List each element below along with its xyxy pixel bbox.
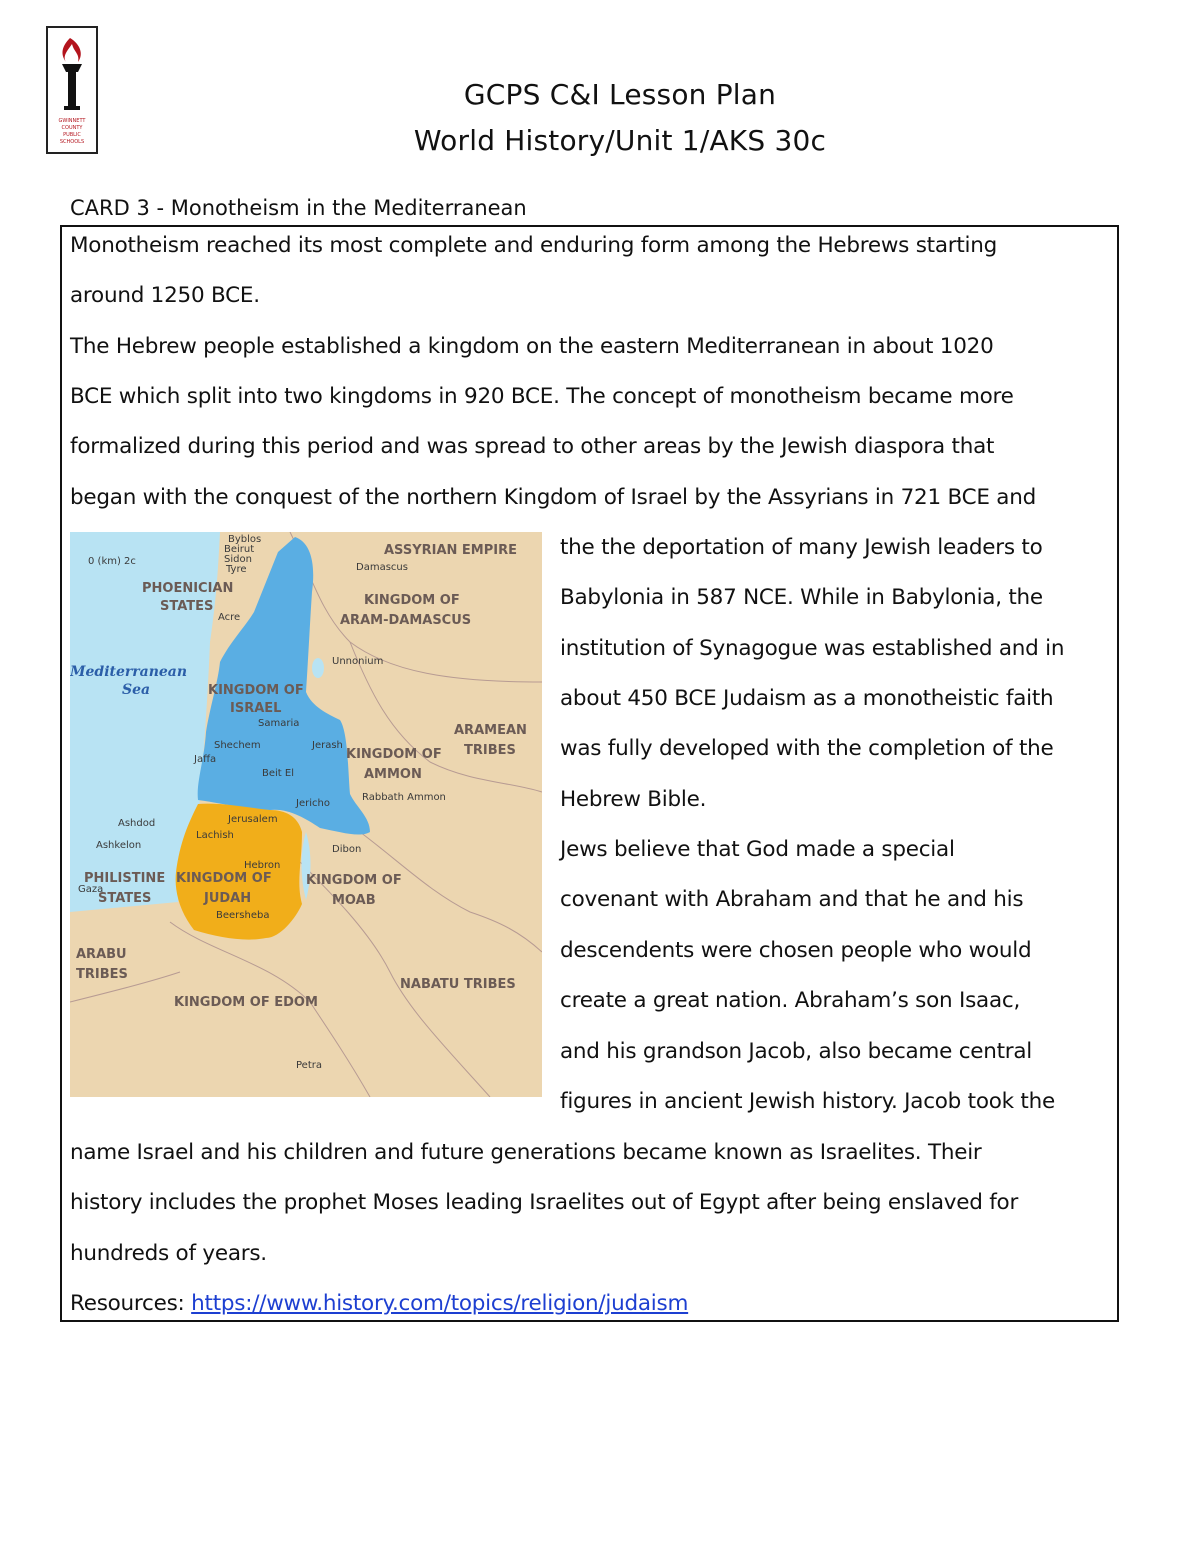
label-philistine-states: STATES: [98, 891, 152, 906]
label-philistine: PHILISTINE: [84, 871, 166, 886]
lesson-plan-subtitle: World History/Unit 1/AKS 30c: [413, 124, 827, 157]
city-jaffa: Jaffa: [194, 754, 217, 765]
city-dibon: Dibon: [332, 844, 362, 855]
label-arabu: ARABU: [76, 947, 127, 962]
label-arabu-tribes: TRIBES: [76, 967, 128, 982]
city-jerusalem: Jerusalem: [228, 814, 278, 825]
city-gaza: Gaza: [78, 884, 104, 895]
label-phoenician-states: STATES: [160, 599, 214, 614]
map-scale: 0 (km) 2c: [88, 556, 136, 567]
text-line: covenant with Abraham and that he and his: [560, 887, 1024, 912]
label-israel-2: ISRAEL: [230, 701, 282, 716]
city-byblos: Byblos: [228, 534, 262, 545]
text-line: formalized during this period and was spread to other areas by the Jewish diaspora that: [70, 434, 995, 459]
text-line: Hebrew Bible.: [560, 787, 707, 812]
city-beit-el: Beit El: [262, 768, 294, 779]
city-unnonium: Unnonium: [332, 656, 384, 667]
svg-text:SCHOOLS: SCHOOLS: [59, 139, 85, 145]
text-line: around 1250 BCE.: [70, 283, 260, 308]
label-sea: Sea: [122, 682, 151, 698]
label-nabatu: NABATU TRIBES: [400, 977, 516, 992]
label-aramean: ARAMEAN: [454, 723, 527, 738]
text-line: history includes the prophet Moses leading Israelites out of Egypt after being enslaved for: [70, 1190, 1019, 1215]
text-line: began with the conquest of the northern Kingdom of Israel by the Assyrians in 721 BCE and: [70, 485, 1036, 510]
label-edom: KINGDOM OF EDOM: [174, 995, 318, 1010]
label-judah-2: JUDAH: [204, 891, 252, 906]
text-line: Monotheism reached its most complete and enduring form among the Hebrews starting: [70, 233, 998, 258]
label-mediterranean: Mediterranean: [70, 664, 188, 680]
text-line: The Hebrew people established a kingdom on the eastern Mediterranean in about 1020: [70, 334, 994, 359]
svg-text:PUBLIC: PUBLIC: [63, 132, 81, 138]
label-aram-damascus: ARAM-DAMASCUS: [340, 613, 472, 628]
city-sidon: Sidon: [224, 554, 252, 565]
city-ashkelon: Ashkelon: [96, 840, 142, 851]
label-aramean-tribes: TRIBES: [464, 743, 516, 758]
label-phoenician: PHOENICIAN: [142, 581, 234, 596]
resources-label: Resources:: [70, 1291, 192, 1316]
city-beirut: Beirut: [224, 544, 255, 555]
city-lachish: Lachish: [196, 830, 234, 841]
text-line: was fully developed with the completion of the: [560, 736, 1054, 761]
label-israel: KINGDOM OF: [208, 683, 304, 698]
text-line: the the deportation of many Jewish leaders to: [560, 535, 1043, 560]
city-petra: Petra: [296, 1060, 322, 1071]
resources-line: [70, 1291, 688, 1316]
label-moab: KINGDOM OF: [306, 873, 402, 888]
text-line: descendents were chosen people who would: [560, 938, 1032, 963]
city-samaria: Samaria: [258, 718, 300, 729]
label-judah: KINGDOM OF: [176, 871, 272, 886]
label-ammon-2: AMMON: [364, 767, 422, 782]
city-ashdod: Ashdod: [118, 818, 156, 829]
text-line: name Israel and his children and future generations became known as Israelites. Their: [70, 1140, 982, 1165]
kingdoms-map: [70, 532, 542, 1097]
card-title: CARD 3 - Monotheism in the Mediterranean: [70, 196, 527, 220]
text-line: Babylonia in 587 NCE. While in Babylonia, the: [560, 585, 1043, 610]
label-assyrian-empire: ASSYRIAN EMPIRE: [384, 543, 518, 558]
text-line: BCE which split into two kingdoms in 920 BCE. The concept of monotheism became more: [70, 384, 1014, 409]
svg-text:GWINNETT: GWINNETT: [58, 118, 86, 124]
city-hebron: Hebron: [244, 860, 281, 871]
city-jerash: Jerash: [312, 740, 343, 751]
text-line: and his grandson Jacob, also became central: [560, 1039, 1033, 1064]
text-line: Jews believe that God made a special: [560, 837, 955, 862]
city-tyre: Tyre: [226, 564, 247, 575]
text-line: about 450 BCE Judaism as a monotheistic faith: [560, 686, 1054, 711]
text-line: institution of Synagogue was established and in: [560, 636, 1065, 661]
sea-of-galilee: [312, 658, 324, 678]
city-rabbath-ammon: Rabbath Ammon: [362, 792, 446, 803]
city-shechem: Shechem: [214, 740, 261, 751]
svg-text:COUNTY: COUNTY: [61, 125, 83, 131]
label-aram: KINGDOM OF: [364, 593, 460, 608]
label-ammon: KINGDOM OF: [346, 747, 442, 762]
text-line: figures in ancient Jewish history. Jacob took the: [560, 1089, 1055, 1114]
city-beersheba: Beersheba: [216, 910, 270, 921]
lesson-plan-title: GCPS C&I Lesson Plan: [463, 78, 777, 111]
text-line: hundreds of years.: [70, 1241, 267, 1266]
city-acre: Acre: [218, 612, 241, 623]
city-damascus: Damascus: [356, 562, 408, 573]
text-line: create a great nation. Abraham’s son Isaac,: [560, 988, 1021, 1013]
city-jericho: Jericho: [296, 798, 330, 809]
label-moab-2: MOAB: [332, 893, 376, 908]
resources-link[interactable]: https://www.history.com/topics/religion/judaism: [191, 1291, 689, 1316]
